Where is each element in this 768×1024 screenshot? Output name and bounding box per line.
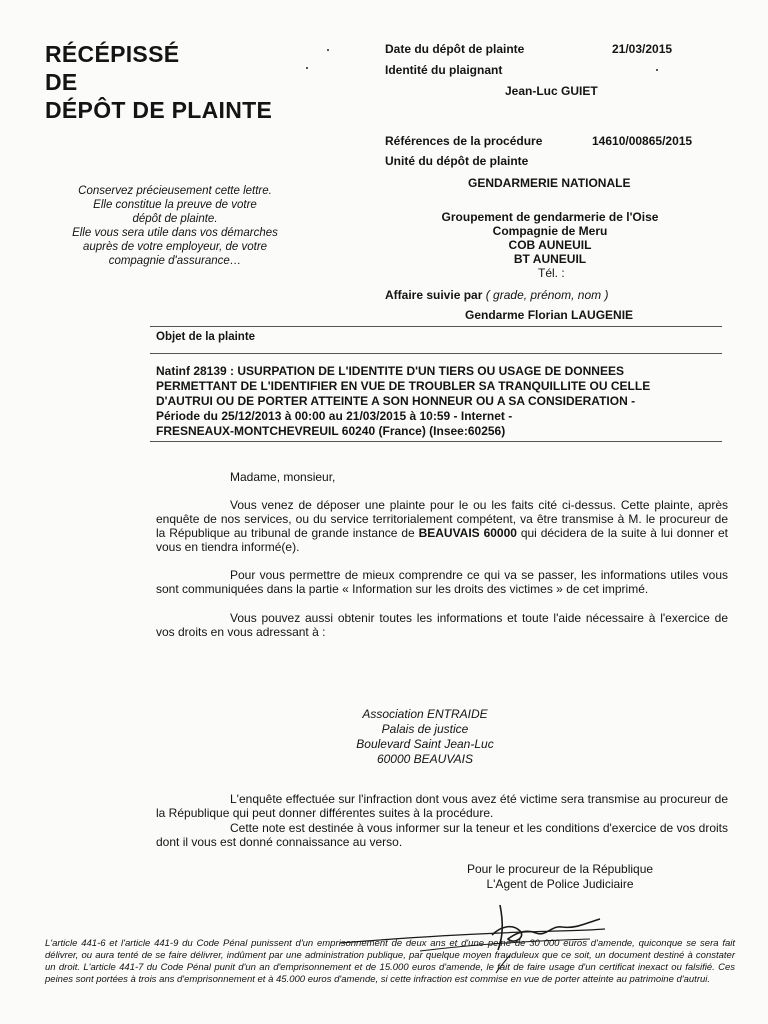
objet-line: PERMETTANT DE L'IDENTIFIER EN VUE DE TROUBLER SA TRANQUILLITE OU CELLE [156, 379, 651, 393]
signature-line-1: Pour le procureur de la République [466, 862, 654, 876]
address-block [300, 707, 550, 767]
address-line: Boulevard Saint Jean-Luc [356, 737, 494, 751]
address-line: Association ENTRAIDE [362, 707, 488, 721]
note-line: auprès de votre employeur, de votre [82, 241, 268, 253]
plaignant-label: Identité du plaignant [385, 63, 503, 77]
objet-line: D'AUTRUI OU DE PORTER ATTEINTE A SON HONNEUR OU A SA CONSIDERATION - [156, 394, 636, 408]
title-line-3: DÉPÔT DE PLAINTE [45, 97, 273, 123]
unite-line-3: COB AUNEUIL [508, 238, 592, 252]
date-label: Date du dépôt de plainte [385, 42, 525, 56]
unite-label: Unité du dépôt de plainte [385, 154, 529, 168]
p1-text-end: qui décidera de la suite à lui donner et vous en tiendra informé(e). [156, 526, 728, 554]
document-title [45, 40, 272, 124]
affaire-label: Affaire suivie par [385, 288, 483, 302]
note-line: Conservez précieusement cette lettre. [78, 185, 272, 197]
p2-text: Pour vous permettre de mieux comprendre ce qui va se passer, les informations utiles vous sont communiquées dans la partie « Information sur les droits des victimes » de cet imprimé. [156, 568, 728, 596]
paragraph-5 [156, 821, 728, 849]
objet-line: FRESNEAUX-MONTCHEVREUIL 60240 (France) (Insee:60256) [156, 424, 506, 438]
p1-city: BEAUVAIS 60000 [418, 526, 517, 540]
affaire-hint: ( grade, prénom, nom ) [485, 288, 609, 302]
plaignant-value: Jean-Luc GUIET [505, 84, 598, 98]
p5-text: Cette note est destinée à vous informer sur la teneur et les conditions d'exercice de vos droits dont il vous est donné connaissance au verso. [156, 821, 728, 849]
salutation [156, 470, 728, 484]
objet-description [156, 364, 716, 439]
p1-text-start: Vous venez de déposer une plainte pour le ou les faits cité ci-dessus. Cette plainte, après enquête de nos services, ou du service territorialement compétent, va être transmise à M. le procureur de la République au tribunal de grande instance de [156, 498, 728, 540]
signature-line-2: L'Agent de Police Judiciaire [486, 877, 634, 891]
unite-line-2: Compagnie de Meru [492, 224, 608, 238]
divider [150, 326, 722, 327]
scan-speck [656, 69, 658, 71]
unite-details [385, 210, 715, 266]
divider [150, 353, 722, 354]
note-line: compagnie d'assurance… [108, 255, 242, 267]
objet-line: Période du 25/12/2013 à 00:00 au 21/03/2015 à 10:59 - Internet - [156, 409, 513, 423]
reference-label: Références de la procédure [385, 134, 543, 148]
legal-notice: L'article 441-6 et l'article 441-9 du Code Pénal punissent d'un emprisonnement de deux ans et d'une peine de 30 000 euros d'amende, quiconque se sera fait délivrer, ou aura tenté de se faire délivrer, indûment par une administration publique, par quelque moyen frauduleux que ce soit, un document destiné à constater un droit. L'article 441-7 du Code Pénal punit d'un an d'emprisonnement et de 15.000 euros d'amende, le fait de faire usage d'un certificat inexact ou falsifié. Ces peines sont portées à trois ans d'emprisonnement et à 45.000 euros d'amende, si cette infraction est commise en vue de porter atteinte au patrimoine d'autrui. [45, 938, 735, 985]
p3-text: Vous pouvez aussi obtenir toutes les informations et toute l'aide nécessaire à l'exercice de vos droits en vous adressant à : [156, 611, 728, 639]
note-line: Elle vous sera utile dans vos démarches [72, 227, 278, 239]
scan-speck [327, 49, 329, 51]
note-line: Elle constitue la preuve de votre [93, 199, 257, 211]
p4-text: L'enquête effectuée sur l'infraction dont vous avez été victime sera transmise au procureur de la République qui peut donner différentes suites à la procédure. [156, 792, 728, 820]
date-value: 21/03/2015 [612, 42, 673, 56]
title-line-1: RÉCÉPISSÉ [45, 41, 180, 67]
paragraph-3 [156, 611, 728, 639]
address-line: 60000 BEAUVAIS [376, 752, 474, 766]
scan-speck [306, 67, 308, 69]
note-line: dépôt de plainte. [132, 213, 218, 225]
unite-line-4: BT AUNEUIL [513, 252, 587, 266]
affaire-value: Gendarme Florian LAUGENIE [465, 308, 634, 322]
address-line: Palais de justice [381, 722, 469, 736]
title-line-2: DE [45, 69, 78, 95]
divider [150, 441, 722, 442]
tel-label: Tél. : [538, 266, 565, 280]
paragraph-4 [156, 792, 728, 820]
objet-title: Objet de la plainte [156, 331, 256, 343]
paragraph-1 [156, 498, 728, 554]
reference-value: 14610/00865/2015 [592, 134, 693, 148]
paragraph-2 [156, 568, 728, 596]
unite-value: GENDARMERIE NATIONALE [468, 176, 631, 190]
unite-line-1: Groupement de gendarmerie de l'Oise [441, 210, 659, 224]
affaire-label-row [385, 288, 608, 302]
signature-block [430, 862, 690, 892]
salutation-text: Madame, monsieur, [230, 470, 336, 484]
conservation-note [40, 184, 310, 268]
objet-line: Natinf 28139 : USURPATION DE L'IDENTITE D'UN TIERS OU USAGE DE DONNEES [156, 364, 624, 378]
